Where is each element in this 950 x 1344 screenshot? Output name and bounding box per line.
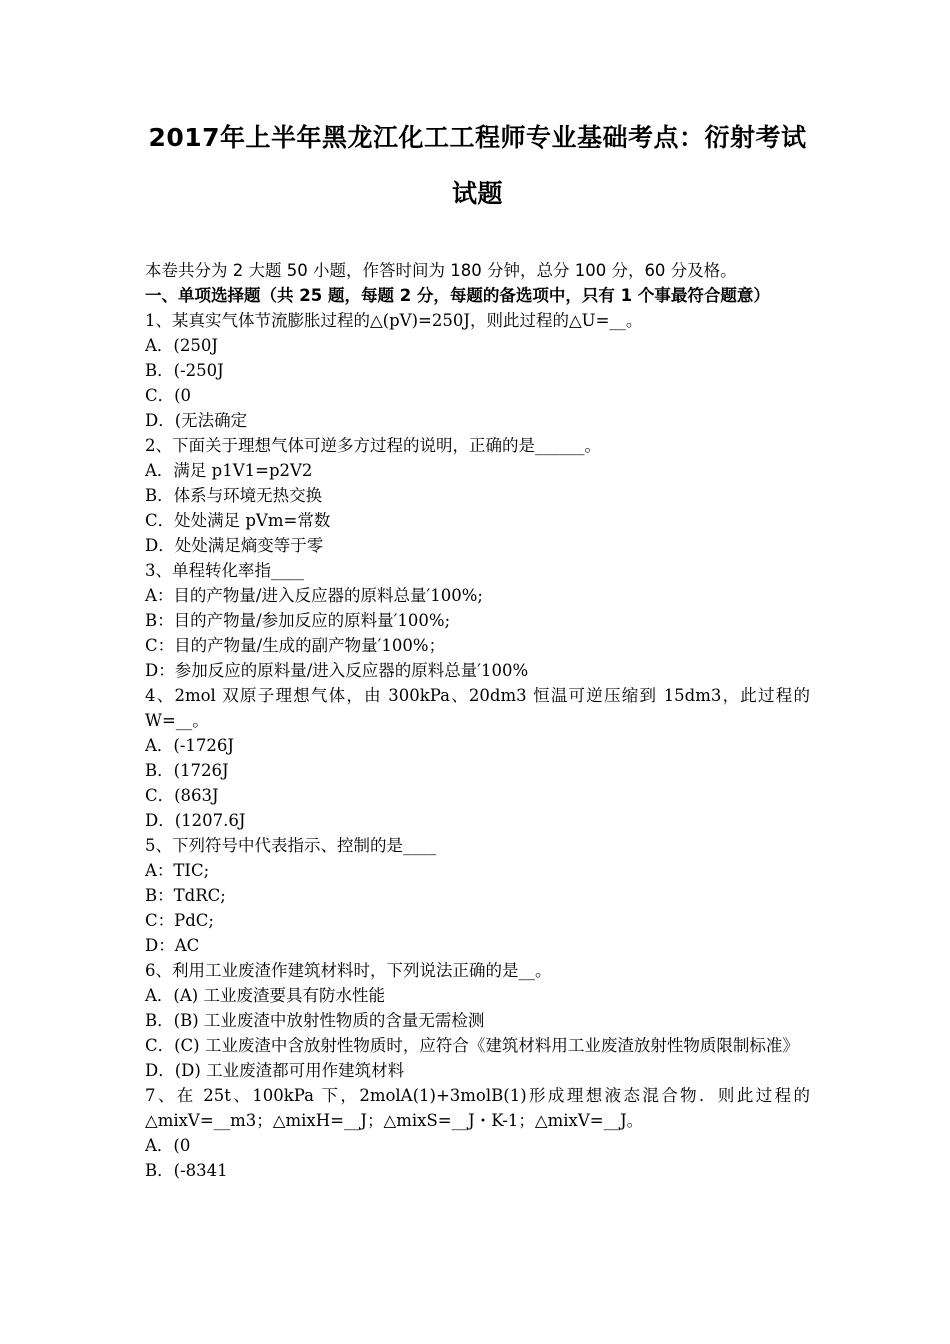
option-c: C：目的产物量/生成的副产物量′100%； (145, 636, 446, 655)
option-c: C．处处满足 pVm=常数 (145, 511, 331, 530)
question-3 (145, 558, 810, 683)
title-line-1: 2017年上半年黑龙江化工工程师专业基础考点：衍射考试 (148, 123, 807, 152)
title-line-2: 试题 (451, 179, 503, 208)
question-stem: 1、某真实气体节流膨胀过程的△(pV)=250J，则此过程的△U=__。 (145, 311, 643, 330)
option-c: C：PdC; (145, 911, 214, 930)
document-title (145, 110, 810, 222)
option-b: B．(-250J (145, 361, 224, 380)
question-5 (145, 833, 810, 958)
option-a: A：TIC; (145, 861, 210, 880)
option-d: D．处处满足熵变等于零 (145, 536, 324, 555)
option-c: C．(C) 工业废渣中含放射性物质时，应符合《建筑材料用工业废渣放射性物质限制标准》 (145, 1036, 799, 1055)
option-d: D．(无法确定 (145, 411, 248, 430)
option-b: B．(1726J (145, 761, 229, 780)
question-2 (145, 433, 810, 558)
question-4 (145, 683, 810, 833)
question-stem: 2、下面关于理想气体可逆多方过程的说明，正确的是______。 (145, 436, 601, 455)
question-1 (145, 308, 810, 433)
option-b: B：目的产物量/参加反应的原料量′100%; (145, 611, 451, 630)
option-b: B．体系与环境无热交换 (145, 486, 323, 505)
option-d: D：参加反应的原料量/进入反应器的原料总量′100% (145, 661, 529, 680)
document-page (145, 110, 810, 1183)
option-a: A．(250J (145, 336, 218, 355)
option-b: B：TdRC; (145, 886, 226, 905)
option-b: B．(-8341 (145, 1161, 228, 1180)
option-a: A．(-1726J (145, 736, 235, 755)
section-heading: 一、单项选择题（共 25 题，每题 2 分，每题的备选项中，只有 1 个事最符合题意） (145, 286, 770, 305)
question-stem: 4、2mol 双原子理想气体，由 300kPa、20dm3 恒温可逆压缩到 15dm3，此过程的 W=__。 (145, 686, 810, 730)
exam-intro: 本卷共分为 2 大题 50 小题，作答时间为 180 分钟，总分 100 分，60 分及格。 (145, 261, 737, 280)
option-d: D：AC (145, 936, 200, 955)
question-stem: 3、单程转化率指____ (145, 561, 304, 580)
option-b: B．(B) 工业废渣中放射性物质的含量无需检测 (145, 1011, 485, 1030)
option-d: D．(D) 工业废渣都可用作建筑材料 (145, 1061, 405, 1080)
question-stem: 7、在 25t、100kPa 下，2molA(1)+3molB(1)形成理想液态混合物．则此过程的△mixV=__m3；△mixH=__J；△mixS=__J・K-1；△mixV=__J。 (145, 1086, 810, 1130)
question-6 (145, 958, 810, 1083)
option-d: D．(1207.6J (145, 811, 246, 830)
option-c: C．(863J (145, 786, 219, 805)
option-a: A．(0 (145, 1136, 191, 1155)
question-stem: 5、下列符号中代表指示、控制的是____ (145, 836, 436, 855)
option-a: A．(A) 工业废渣要具有防水性能 (145, 986, 385, 1005)
question-7 (145, 1083, 810, 1183)
question-stem: 6、利用工业废渣作建筑材料时，下列说法正确的是__。 (145, 961, 552, 980)
option-a: A：目的产物量/进入反应器的原料总量′100%; (145, 586, 483, 605)
option-c: C．(0 (145, 386, 192, 405)
option-a: A．满足 p1V1=p2V2 (145, 461, 313, 480)
